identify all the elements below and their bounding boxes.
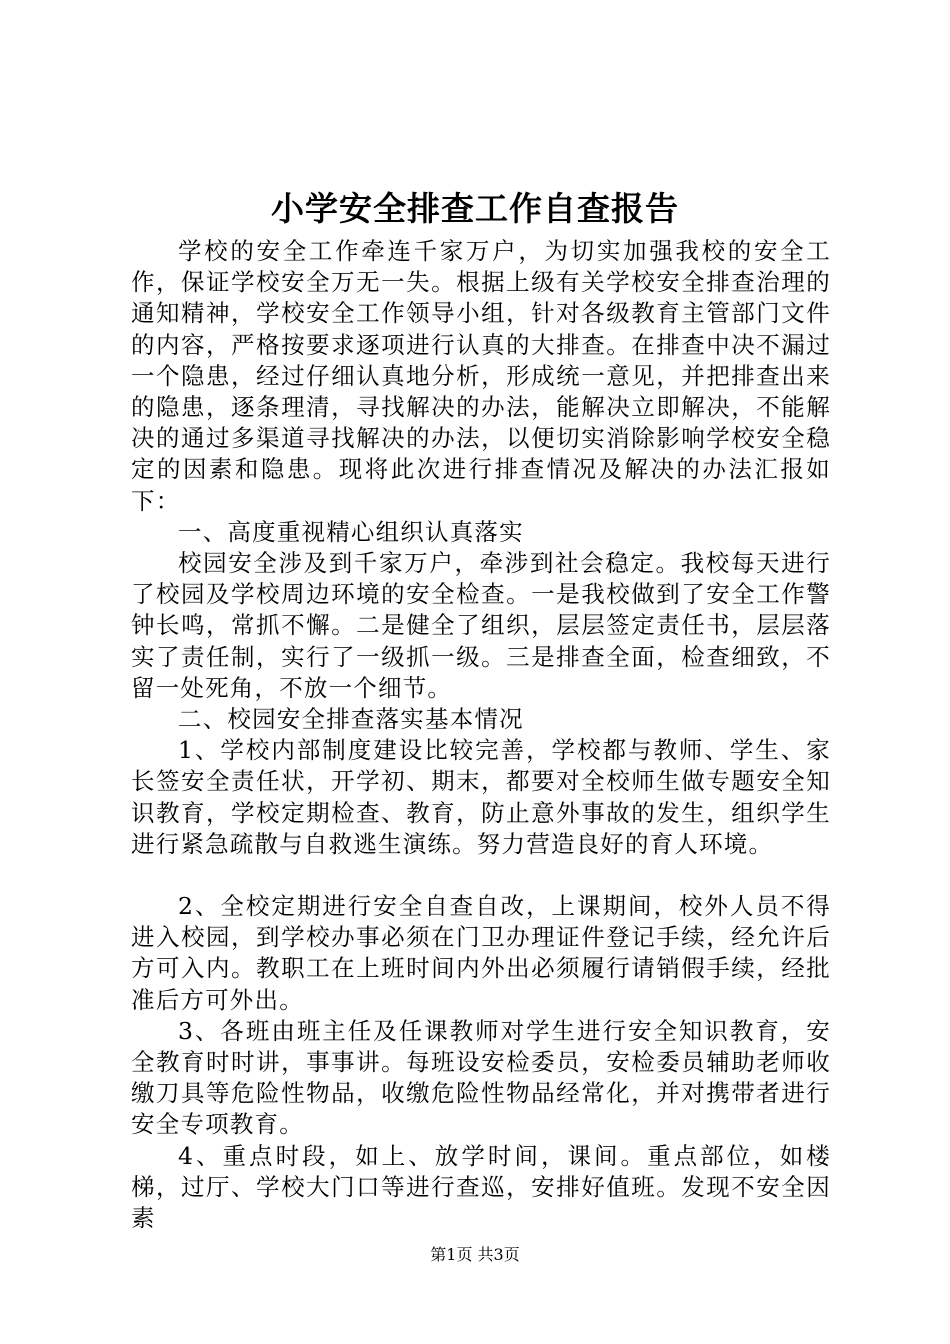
paragraph-item-2: 2、全校定期进行安全自查自改，上课期间，校外人员不得进入校园，到学校办事必须在门卫办理证件登记手续，经允许后方可入内。教职工在上班时间内外出必须履行请销假手续，经批准后方可外出。	[131, 892, 831, 1014]
section-heading-1: 一、高度重视精心组织认真落实	[178, 517, 524, 546]
page-footer: 第1页 共3页	[430, 1245, 520, 1264]
document-body	[131, 236, 831, 1234]
paragraph-item-3: 3、各班由班主任及任课教师对学生进行安全知识教育，安全教育时时讲，事事讲。每班设安检委员，安检委员辅助老师收缴刀具等危险性物品，收缴危险性物品经常化，并对携带者进行安全专项教育。	[131, 1016, 831, 1139]
paragraph-item-1: 1、学校内部制度建设比较完善，学校都与教师、学生、家长签安全责任状，开学初、期末，都要对全校师生做专题安全知识教育，学校定期检查、教育，防止意外事故的发生，组织学生进行紧急疏散与自救逃生演练。努力营造良好的育人环境。	[131, 736, 831, 858]
paragraph-item-4: 4、重点时段，如上、放学时间，课间。重点部位，如楼梯，过厅、学校大门口等进行查巡，安排好值班。发现不安全因素	[131, 1141, 831, 1233]
section-heading-2: 二、校园安全排查落实基本情况	[178, 705, 524, 734]
paragraph-section-1: 校园安全涉及到千家万户，牵涉到社会稳定。我校每天进行了校园及学校周边环境的安全检查。一是我校做到了安全工作警钟长鸣，常抓不懈。二是健全了组织，层层签定责任书，层层落实了责任制，实行了一级抓一级。三是排查全面，检查细致，不留一处死角，不放一个细节。	[131, 549, 831, 702]
paragraph-intro: 学校的安全工作牵连千家万户，为切实加强我校的安全工作，保证学校安全万无一失。根据上级有关学校安全排查治理的通知精神，学校安全工作领导小组，针对各级教育主管部门文件的内容，严格按要求逐项进行认真的大排查。在排查中决不漏过一个隐患，经过仔细认真地分析，形成统一意见，并把排查出来的隐患，逐条理清，寻找解决的办法，能解决立即解决，不能解决的通过多渠道寻找解决的办法，以便切实消除影响学校安全稳定的因素和隐患。现将此次进行排查情况及解决的办法汇报如下：	[131, 237, 831, 515]
document-title: 小学安全排查工作自查报告	[271, 189, 679, 228]
